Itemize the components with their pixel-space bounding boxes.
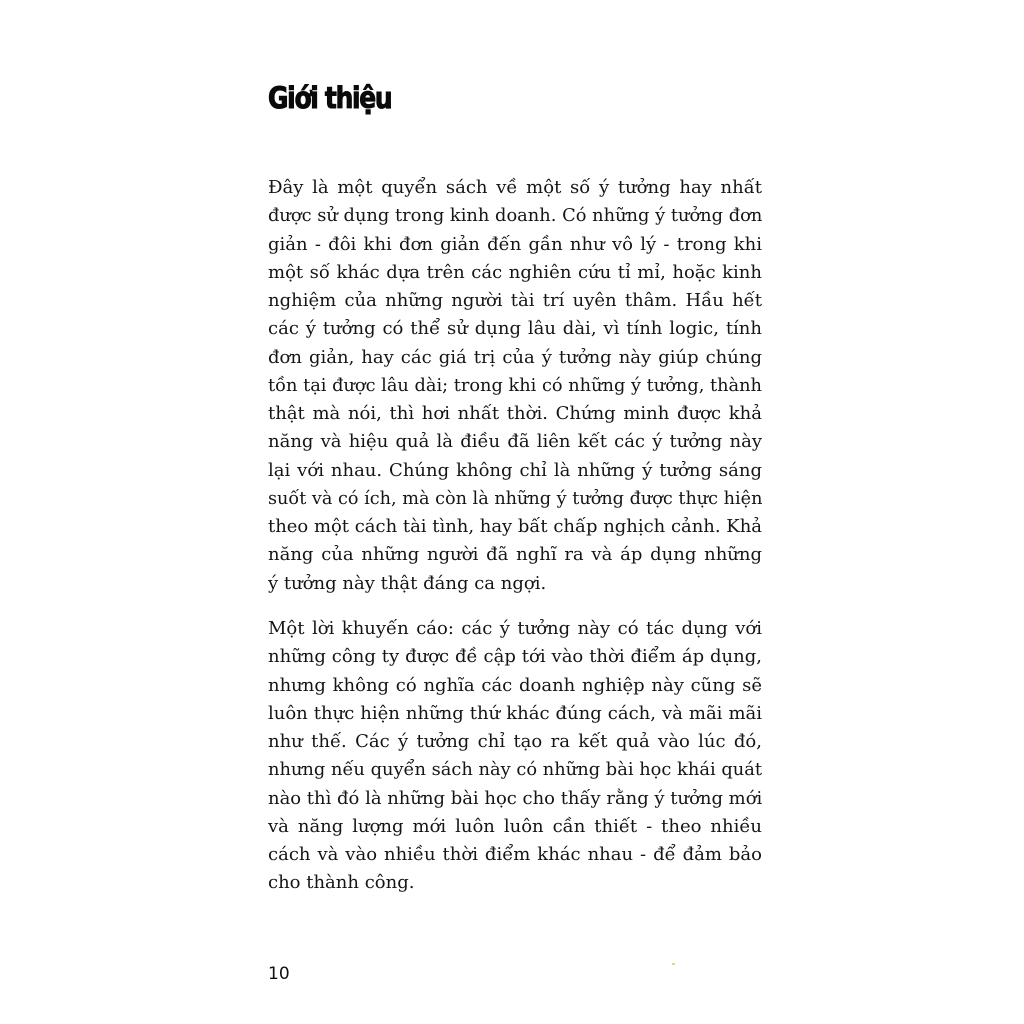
page-number: 10 <box>268 964 290 984</box>
text-line: một số khác dựa trên các nghiên cứu tỉ mỉ, hoặc kinh <box>268 261 762 283</box>
text-line: nhưng không có nghĩa các doanh nghiệp này cũng sẽ <box>268 674 762 696</box>
text-line: thật mà nói, thì hơi nhất thời. Chứng minh được khả <box>268 403 762 424</box>
text-line: và năng lượng mới luôn luôn cần thiết - theo nhiều <box>268 815 762 837</box>
text-line: tồn tại được lâu dài; trong khi có những ý tưởng, thành <box>268 374 762 396</box>
text-line: lại với nhau. Chúng không chỉ là những ý tưởng sáng <box>268 459 762 481</box>
print-speck <box>672 963 675 965</box>
paragraph-caveat <box>268 615 762 898</box>
text-line: được sử dụng trong kinh doanh. Có những ý tưởng đơn <box>268 205 763 227</box>
text-line: Đây là một quyển sách về một số ý tưởng hay nhất <box>268 177 762 198</box>
text-line: những công ty được đề cập tới vào thời điểm áp dụng, <box>268 646 762 668</box>
text-line: các ý tưởng có thể sử dụng lâu dài, vì tính logic, tính <box>268 318 762 340</box>
text-line: cách và vào nhiều thời điểm khác nhau - để đảm bảo <box>268 844 762 865</box>
text-line: nào thì đó là những bài học cho thấy rằng ý tưởng mới <box>268 787 763 809</box>
text-line: năng và hiệu quả là điều đã liên kết các ý tưởng này <box>268 431 762 453</box>
text-line: đơn giản, hay các giá trị của ý tưởng này giúp chúng <box>268 346 762 368</box>
text-line: ý tưởng này thật đáng ca ngợi. <box>268 572 547 594</box>
paragraph-intro <box>268 174 762 598</box>
text-line: theo một cách tài tình, hay bất chấp nghịch cảnh. Khả <box>268 516 762 537</box>
text-line: năng của những người đã nghĩ ra và áp dụng những <box>268 544 762 566</box>
text-line: nhưng nếu quyển sách này có những bài học khái quát <box>268 759 762 781</box>
text-line: Một lời khuyến cáo: các ý tưởng này có tác dụng với <box>268 618 762 639</box>
chapter-title: Giới thiệu <box>268 81 392 115</box>
text-line: suốt và có ích, mà còn là những ý tưởng được thực hiện <box>268 487 763 509</box>
text-line: như thế. Các ý tưởng chỉ tạo ra kết quả vào lúc đó, <box>268 731 762 752</box>
text-line: luôn thực hiện những thứ khác đúng cách, và mãi mãi <box>268 702 762 724</box>
text-line: giản - đôi khi đơn giản đến gần như vô lý - trong khi <box>268 233 762 255</box>
text-line: cho thành công. <box>268 872 415 894</box>
text-line: nghiệm của những người tài trí uyên thâm. Hầu hết <box>268 290 762 311</box>
